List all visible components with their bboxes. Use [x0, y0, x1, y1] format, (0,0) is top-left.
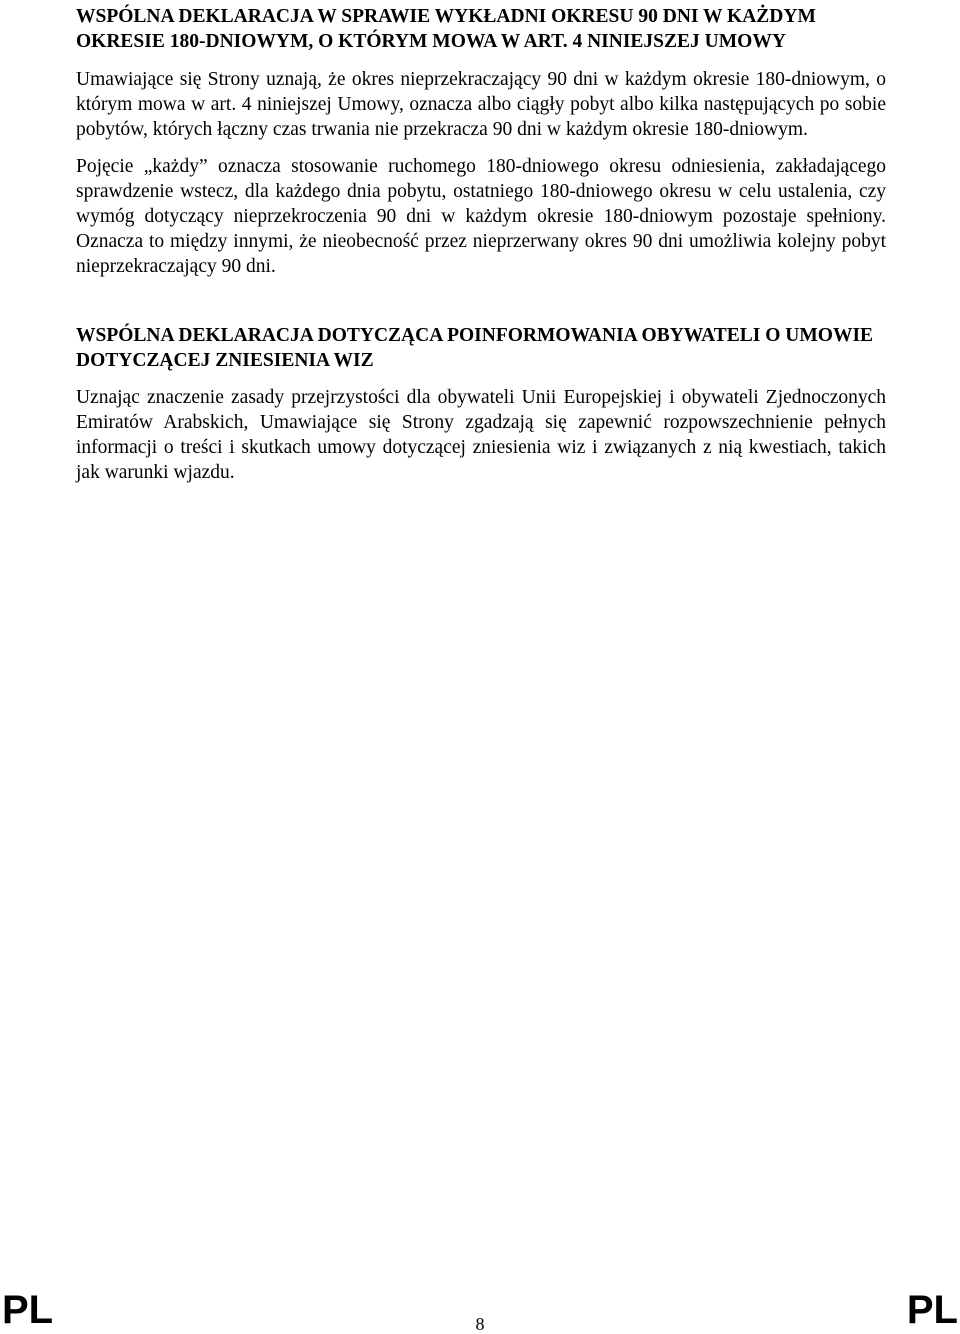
- page-number: 8: [475, 1314, 485, 1334]
- paragraph-each-period-definition: Pojęcie „każdy” oznacza stosowanie ruchomego 180-dniowego okresu odniesienia, zakładającego sprawdzenie wstecz, dla każdego dnia pobytu, ostatniego 180-dniowego okresu w celu ustalenia, czy wymóg dotyczący nieprzekroczenia 90 dni w każdym okresie 180-dniowym pozostaje spełniony. Oznacza to między innymi, że nieobecność przez nieprzerwany okres 90 dni umożliwia kolejny pobyt nieprzekraczający 90 dni.: [76, 156, 886, 277]
- section-heading-informing-citizens: WSPÓLNA DEKLARACJA DOTYCZĄCA POINFORMOWANIA OBYWATELI O UMOWIE DOTYCZĄCEJ ZNIESIENIA WIZ: [76, 325, 874, 371]
- paragraph-transparency: Uznając znaczenie zasady przejrzystości dla obywateli Unii Europejskiej i obywateli Zjednoczonych Emiratów Arabskich, Umawiające się Strony zgadzają się zapewnić rozpowszechnienie pełnych informacji o treści i skutkach umowy dotyczącej zniesienia wiz i związanych z nią kwestiach, takich jak warunki wjazdu.: [76, 387, 886, 483]
- footer-language-code-right: PL: [906, 1288, 958, 1332]
- paragraph-90-day-definition: Umawiające się Strony uznają, że okres nieprzekraczający 90 dni w każdym okresie 180-dniowym, o którym mowa w art. 4 niniejszej Umowy, oznacza albo ciągły pobyt albo kilka następujących po sobie pobytów, których łączny czas trwania nie przekracza 90 dni w każdym okresie 180-dniowym.: [76, 69, 886, 140]
- footer-language-code-left: PL: [2, 1288, 54, 1332]
- document-body: [76, 0, 886, 485]
- section-heading-90-day-interpretation: WSPÓLNA DEKLARACJA W SPRAWIE WYKŁADNI OKRESU 90 DNI W KAŻDYM OKRESIE 180-DNIOWYM, O KTÓRYM MOWA W ART. 4 NINIEJSZEJ UMOWY: [76, 6, 816, 52]
